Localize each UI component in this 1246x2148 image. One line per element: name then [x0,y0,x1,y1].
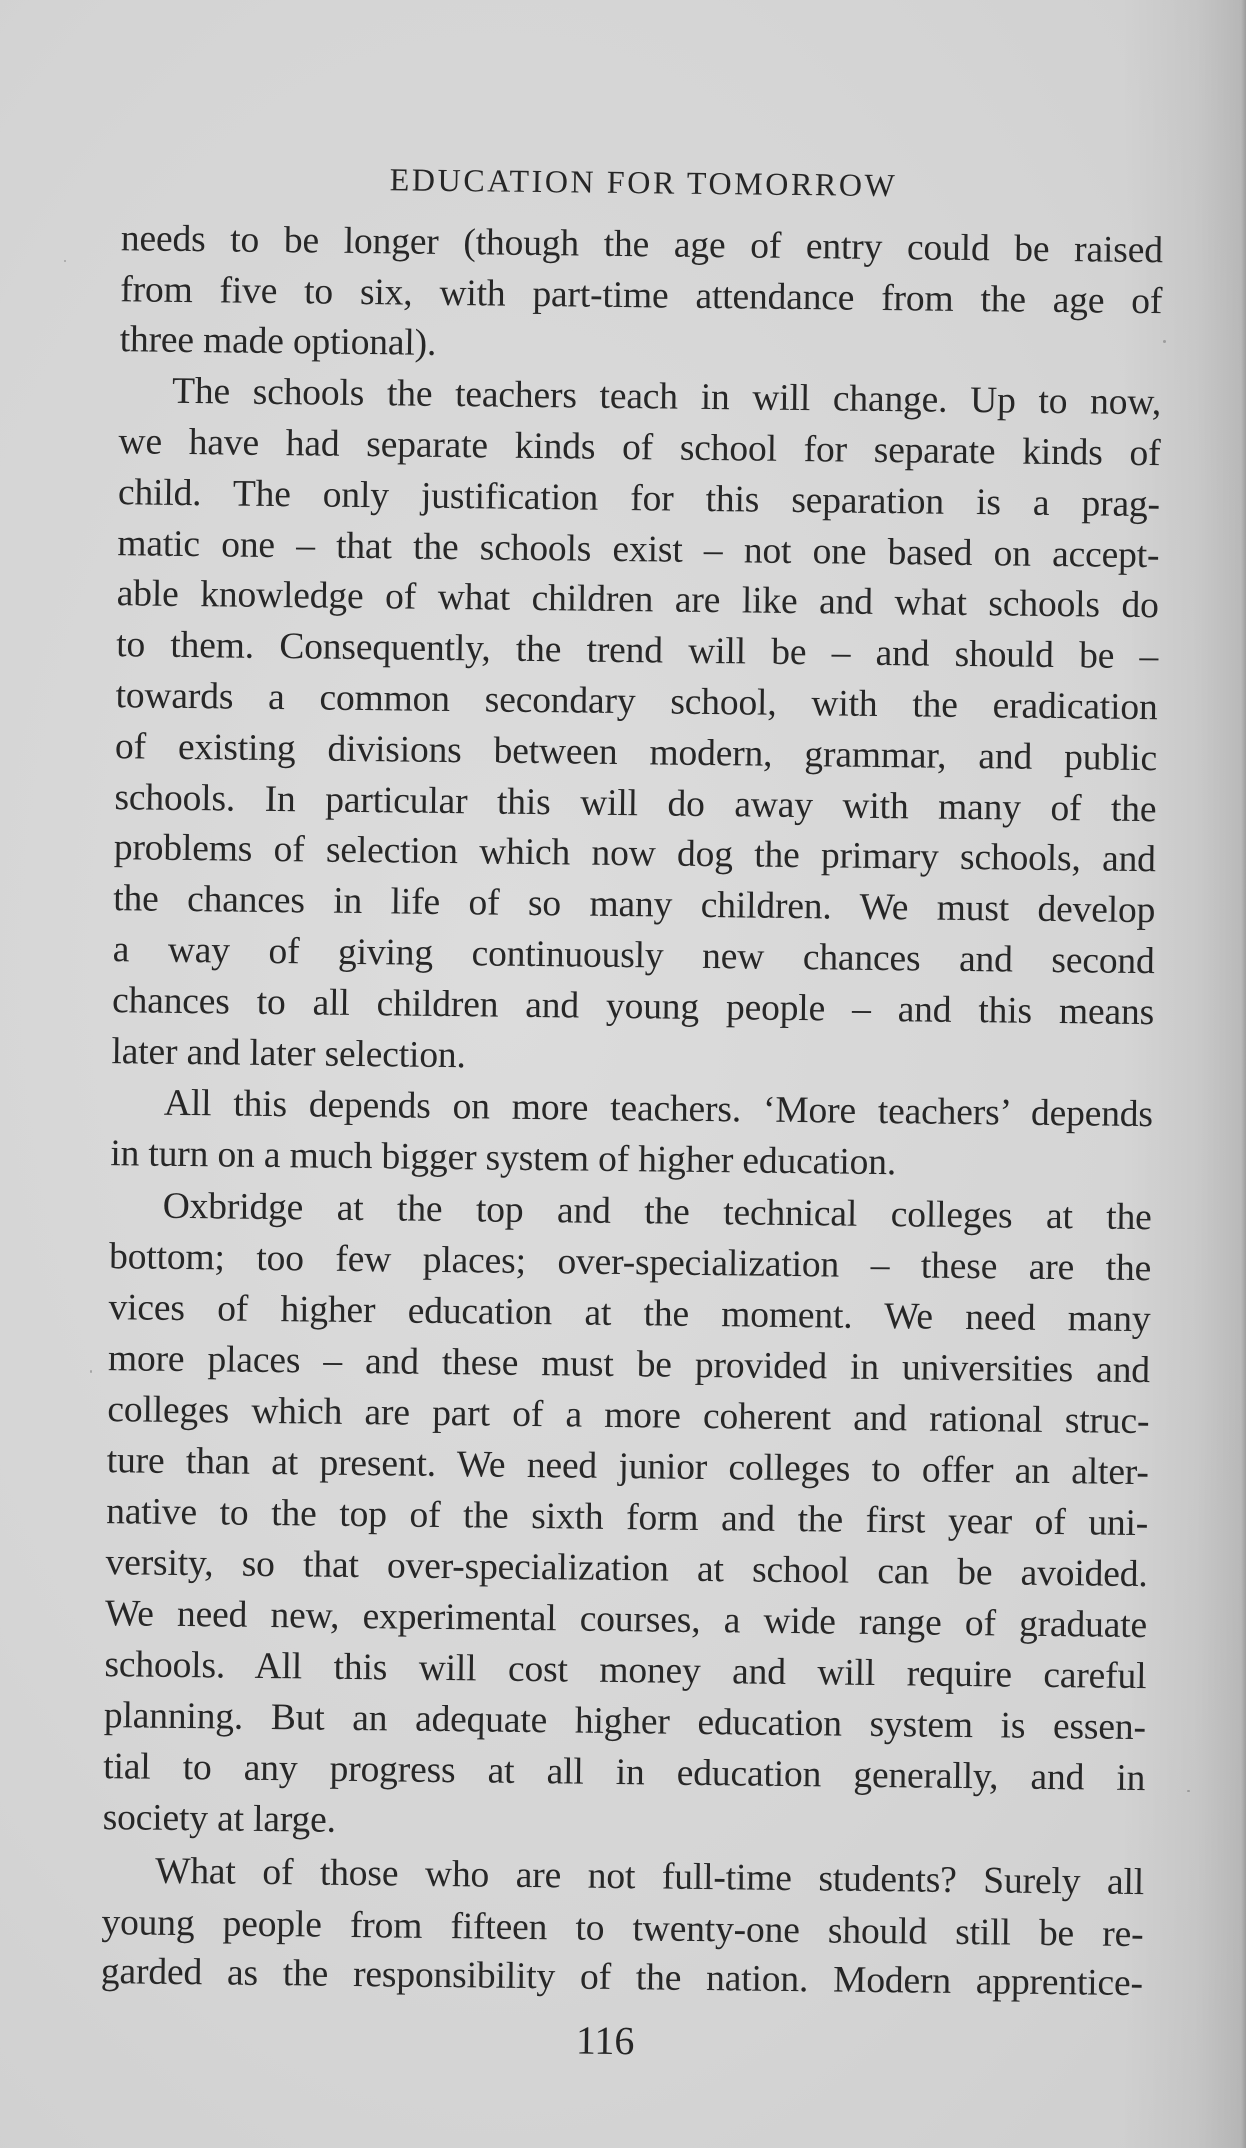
text-line: society at large. [102,1797,337,1841]
text-line: versity, so that over-specialization at school can be avoided. [105,1542,1148,1596]
paper-speck [90,1370,92,1373]
text-line: the chances in life of so many children. We must develop [113,878,1156,932]
text-line: we have had separate kinds of school for separate kinds of [118,421,1161,475]
text-line: later and later selection. [111,1031,467,1077]
paragraph-first-line: All this depends on more teachers. ‘More teachers’ depends [163,1082,1154,1136]
text-line: We need new, experimental courses, a wide range of graduate [104,1593,1148,1647]
text-line: three made optional). [119,319,437,364]
text-line: more places – and these must be provided in universities and [107,1338,1151,1392]
text-line: matic one – that the schools exist – not one based on accept- [117,523,1160,577]
text-line: from five to six, with part-time attendance from the age of [120,269,1163,323]
text-line: to them. Consequently, the trend will be – and should be – [115,624,1159,678]
text-line: tial to any progress at all in education generally, and in [103,1746,1146,1800]
text-line: young people from fifteen to twenty-one should still be re- [101,1902,1144,1956]
text-line: in turn on a much bigger system of higher education. [110,1133,897,1184]
text-line: ture than at present. We need junior colleges to offer an alter- [106,1440,1149,1494]
text-line: problems of selection which now dog the primary schools, and [113,827,1157,881]
text-line: child. The only justification for this separation is a prag- [117,472,1161,526]
text-line: colleges which are part of a more coherent and rational struc- [107,1389,1150,1443]
text-line: needs to be longer (though the age of entry could be raised [120,218,1164,272]
text-line: schools. All this will cost money and will require careful [104,1644,1147,1698]
paper-speck [64,260,66,262]
paragraph-first-line: Oxbridge at the top and the technical colleges at the [162,1185,1152,1239]
paragraph-first-line: What of those who are not full-time students? Surely all [154,1850,1145,1904]
paragraph-first-line: The schools the teachers teach in will change. Up to now, [171,370,1162,424]
text-line: chances to all children and young people – and this means [111,980,1155,1034]
page-number: 116 [575,2017,635,2064]
running-head: EDUCATION FOR TOMORROW [389,161,898,204]
text-line: garded as the responsibility of the nation. Modern apprentice- [100,1951,1144,2005]
text-line: native to the top of the sixth form and the first year of uni- [105,1491,1149,1545]
paper-speck [1187,1790,1190,1792]
paper-speck [1163,340,1166,343]
text-line: towards a common secondary school, with the eradication [115,675,1158,729]
text-line: bottom; too few places; over-specialization – these are the [108,1236,1152,1290]
text-line: of existing divisions between modern, grammar, and public [114,726,1158,780]
text-line: vices of higher education at the moment. We need many [108,1287,1151,1341]
text-line: planning. But an adequate higher education system is essen- [103,1695,1147,1749]
text-line: a way of giving continuously new chances and second [112,929,1155,983]
text-line: schools. In particular this will do away with many of the [114,777,1157,831]
text-line: able knowledge of what children are like and what schools do [116,573,1159,627]
